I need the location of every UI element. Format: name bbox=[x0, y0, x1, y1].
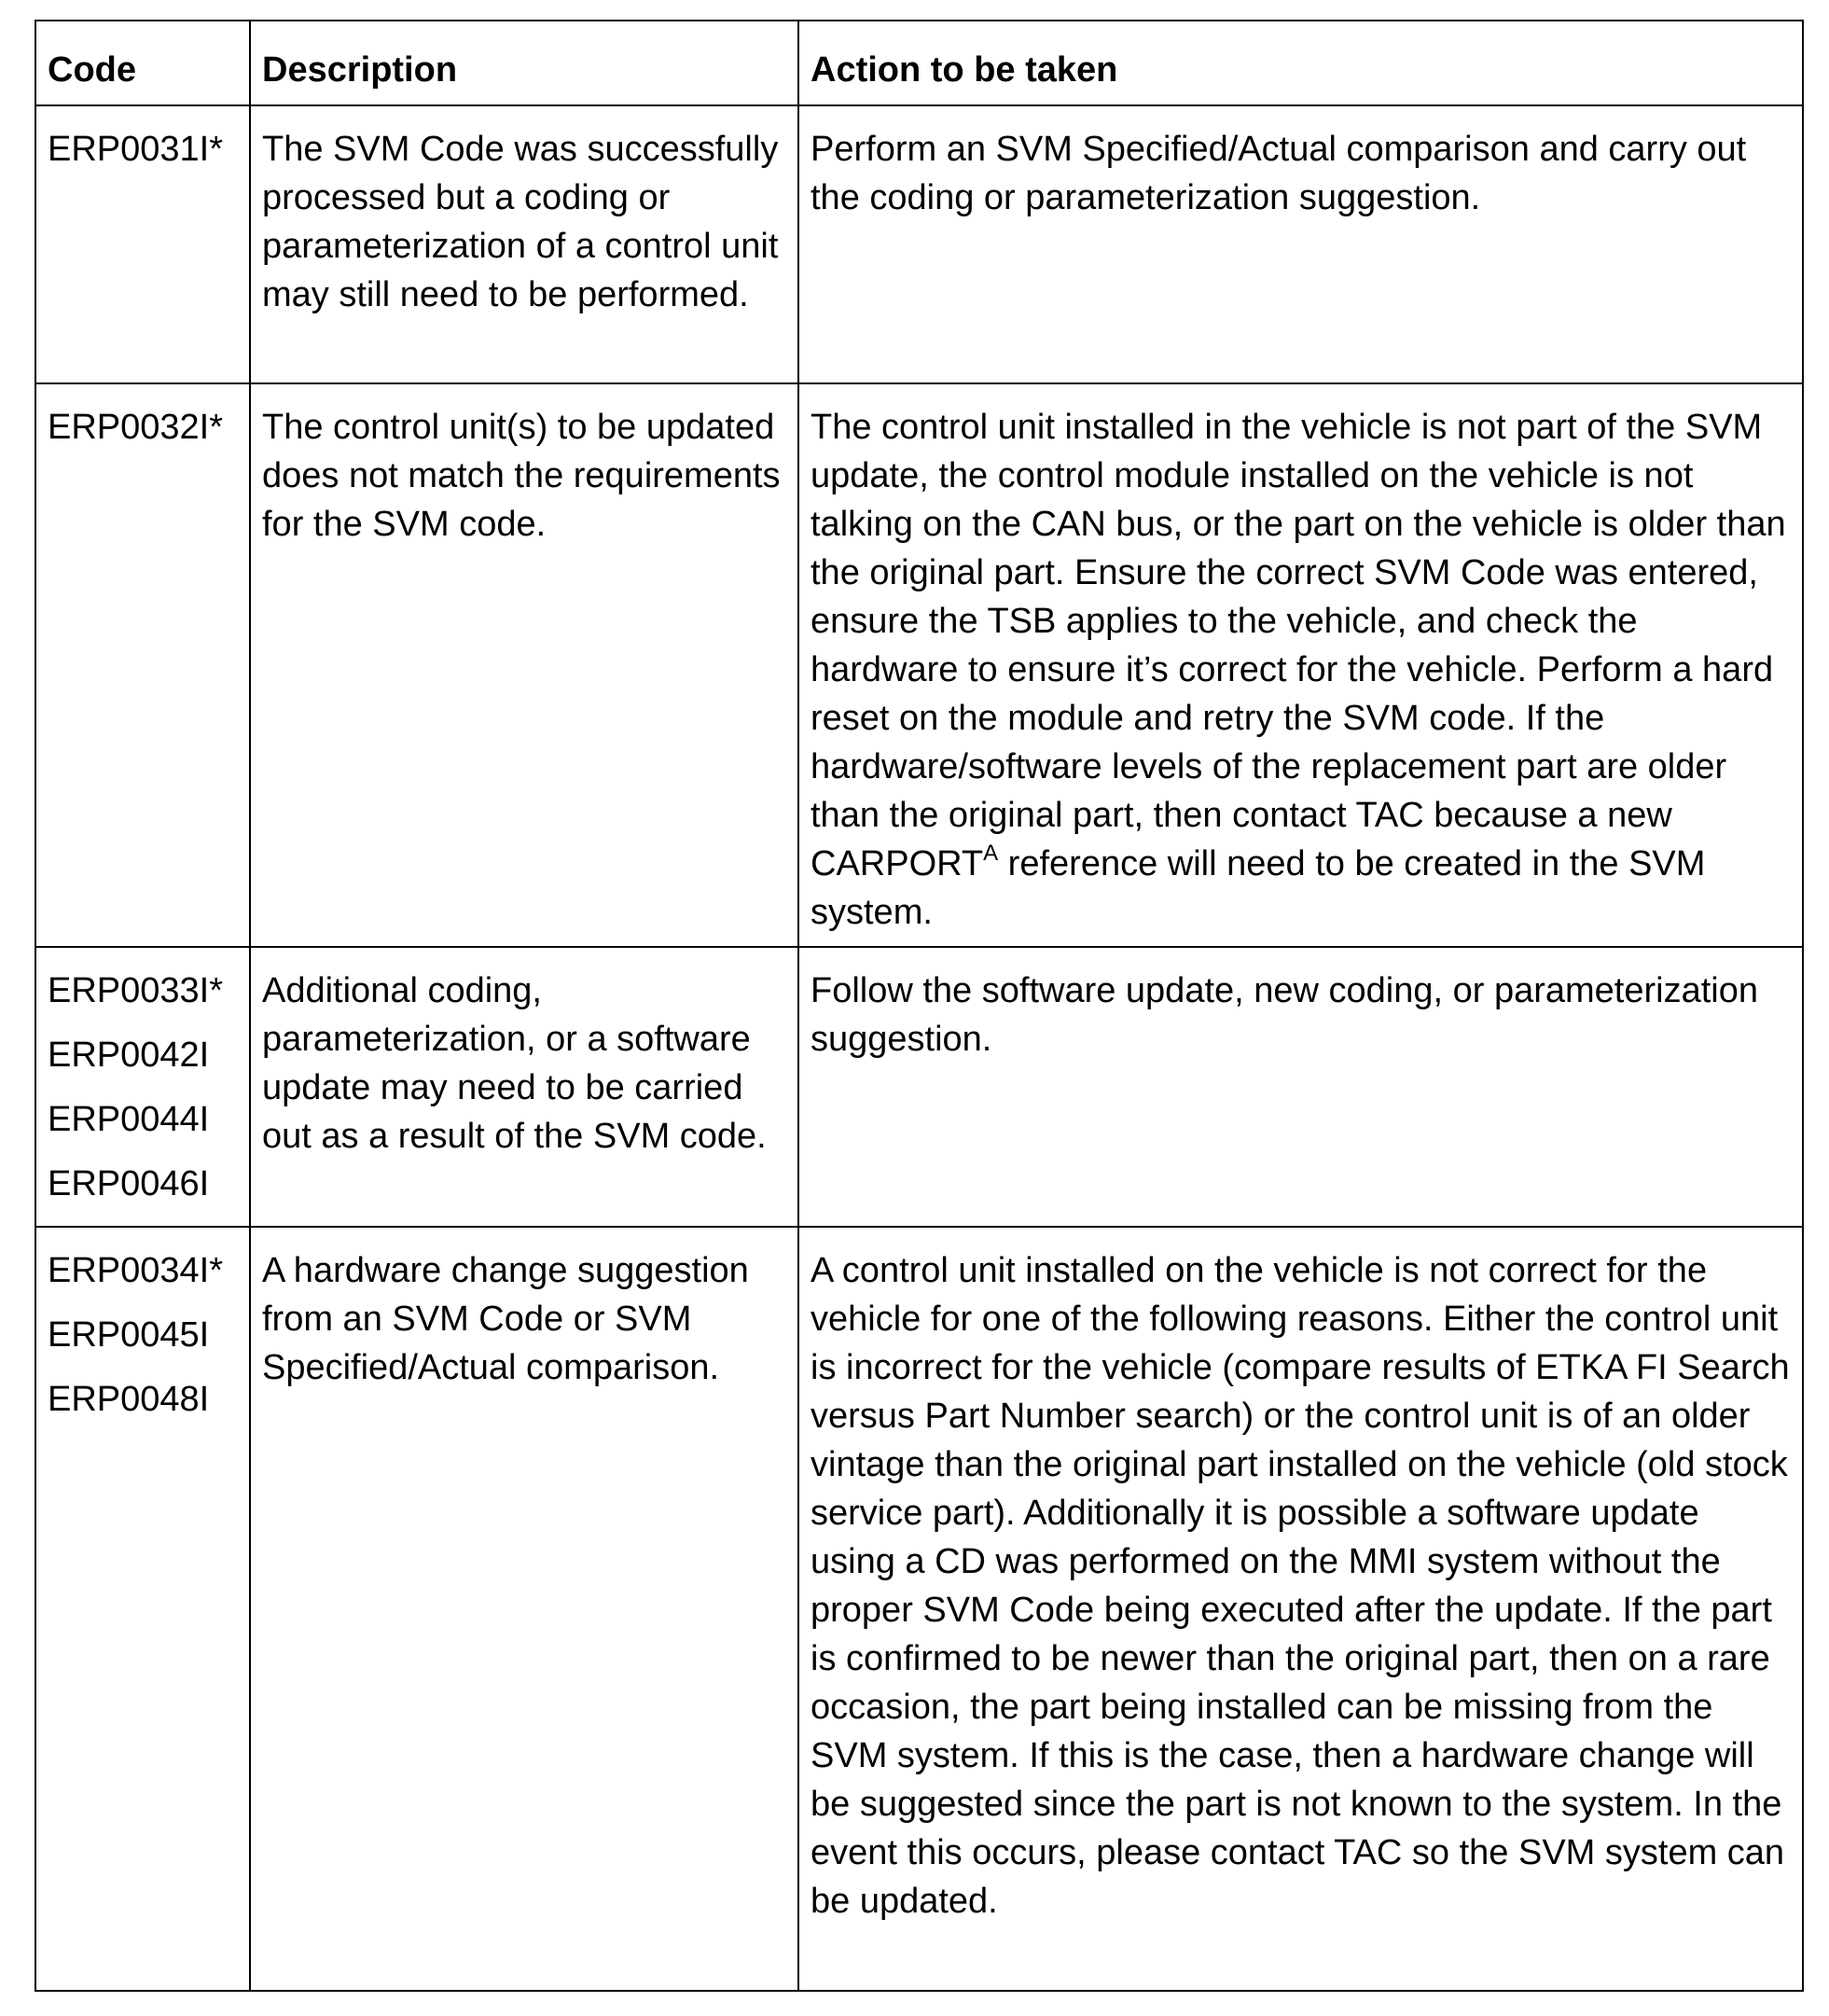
carport-superscript: A bbox=[983, 841, 999, 866]
action-text-continued: reference will need to be created in the SVM system. bbox=[811, 844, 1706, 932]
description-cell: A hardware change suggestion from an SVM Code or SVM Specified/Actual comparison. bbox=[250, 1227, 798, 1991]
code-value: ERP0034I* bbox=[48, 1251, 224, 1290]
code-value: ERP0044I bbox=[48, 1100, 210, 1139]
action-text: The control unit installed in the vehicle is not part of the SVM update, the control module installed on the vehicle is not talking on the CAN bus, or the part on the vehicle is older than the original part. Ensure the correct SVM Code was entered, ensure the TSB applies to the vehicle, and check the hardware to ensure it’s correct for the vehicle. Perform a hard reset on the module and retry the SVM code. If the hardware/software levels of the replacement part are older than the original part, then contact TAC because a new CARPORT bbox=[811, 408, 1786, 883]
table-row bbox=[35, 105, 1803, 383]
action-cell bbox=[798, 383, 1803, 947]
code-cell bbox=[35, 1227, 250, 1991]
code-value: ERP0032I* bbox=[48, 408, 224, 447]
code-value: ERP0042I bbox=[48, 1036, 210, 1075]
code-value: ERP0048I bbox=[48, 1380, 210, 1419]
description-cell: The control unit(s) to be updated does not match the requirements for the SVM code. bbox=[250, 383, 798, 947]
action-cell: Perform an SVM Specified/Actual comparison and carry out the coding or parameterization suggestion. bbox=[798, 105, 1803, 383]
table-header-row bbox=[35, 21, 1803, 105]
code-value: ERP0033I* bbox=[48, 971, 224, 1010]
svm-code-table bbox=[35, 20, 1804, 1992]
table-row bbox=[35, 383, 1803, 947]
action-cell: A control unit installed on the vehicle is not correct for the vehicle for one of the following reasons. Either the control unit is incorrect for the vehicle (compare results of ETKA FI Search versus Part Number search) or the control unit is of an older vintage than the original part installed on the vehicle (old stock service part). Additionally it is possible a software update using a CD was performed on the MMI system without the proper SVM Code being executed after the update. If the part is confirmed to be newer than the original part, then on a rare occasion, the part being installed can be missing from the SVM system. If this is the case, then a hardware change will be suggested since the part is not known to the system. In the event this occurs, please contact TAC so the SVM system can be updated. bbox=[798, 1227, 1803, 1991]
code-value: ERP0045I bbox=[48, 1315, 210, 1355]
column-header-description: Description bbox=[250, 21, 798, 105]
code-cell bbox=[35, 383, 250, 947]
code-value: ERP0031I* bbox=[48, 130, 224, 169]
description-cell: Additional coding, parameterization, or a software update may need to be carried out as a result of the SVM code. bbox=[250, 947, 798, 1227]
code-value: ERP0046I bbox=[48, 1164, 210, 1203]
code-cell bbox=[35, 105, 250, 383]
description-cell: The SVM Code was successfully processed but a coding or parameterization of a control unit may still need to be performed. bbox=[250, 105, 798, 383]
action-cell: Follow the software update, new coding, or parameterization suggestion. bbox=[798, 947, 1803, 1227]
code-cell bbox=[35, 947, 250, 1227]
table-row bbox=[35, 947, 1803, 1227]
column-header-code: Code bbox=[35, 21, 250, 105]
column-header-action: Action to be taken bbox=[798, 21, 1803, 105]
table-row bbox=[35, 1227, 1803, 1991]
